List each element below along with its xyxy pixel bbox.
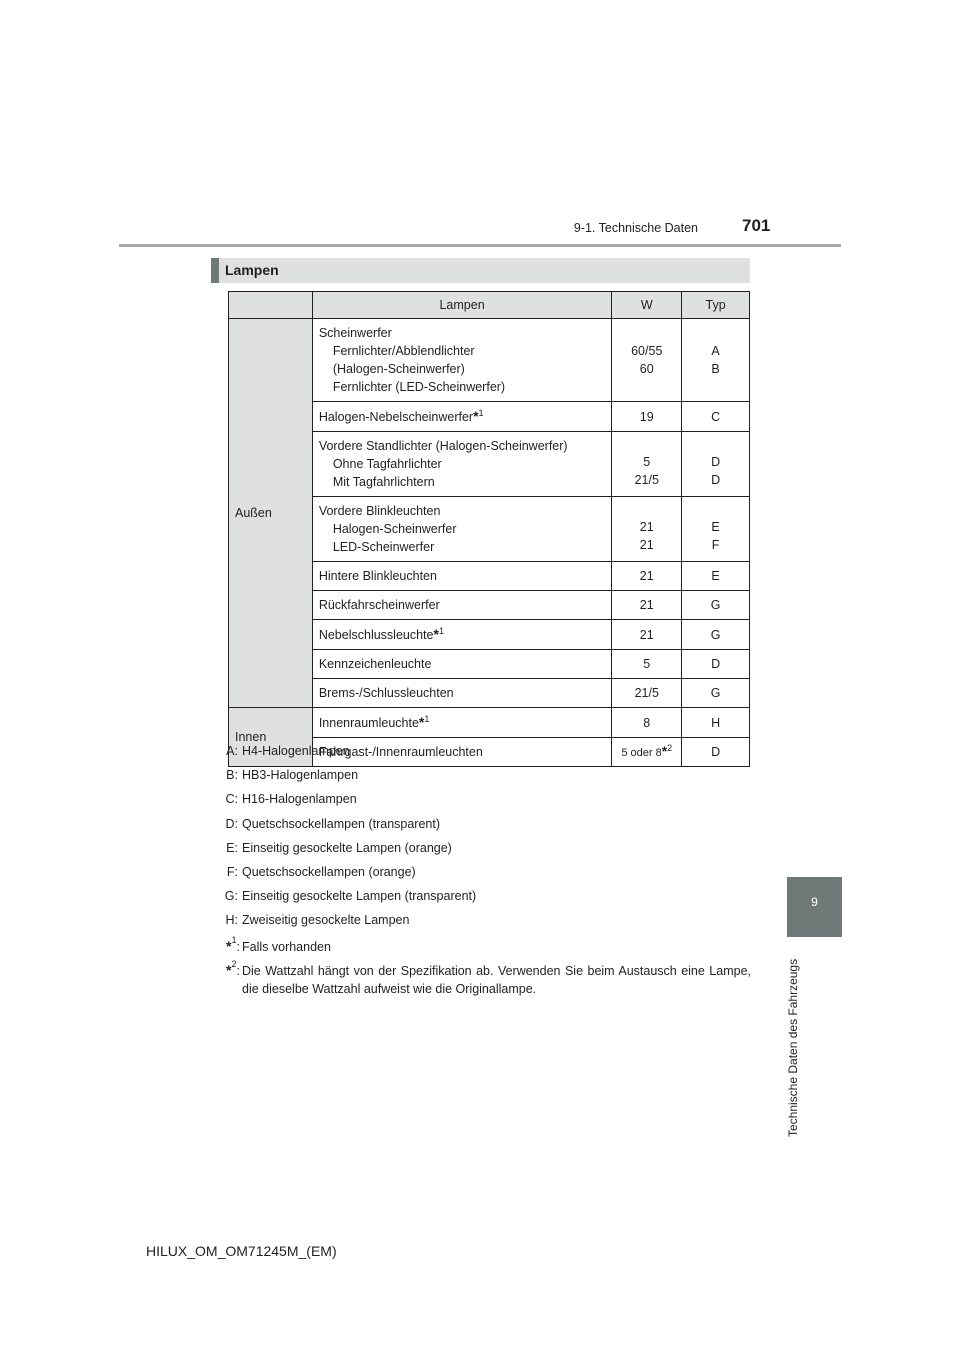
legend-item: G: Einseitig gesockelte Lampen (transparent) (224, 889, 477, 904)
section-title: Lampen (225, 262, 279, 278)
lamp-line: (Halogen-Scheinwerfer) (332, 362, 465, 376)
lamp-line: Halogen-Scheinwerfer (332, 522, 457, 536)
watt-cell: 8 (612, 708, 682, 738)
watt-cell: 21 (612, 562, 682, 591)
type-value: E (711, 520, 720, 534)
header-rule (119, 244, 841, 247)
type-value: D (711, 473, 721, 487)
type-cell: D (682, 738, 750, 767)
footnote-asterisk: * (473, 408, 479, 424)
type-value: D (711, 455, 721, 469)
category-cell-innen: Innen (229, 708, 313, 767)
lamp-line: Fernlichter (LED-Scheinwerfer) (332, 380, 506, 394)
header-section-title: 9-1. Technische Daten (573, 221, 698, 235)
type-cell (682, 497, 750, 562)
chapter-number: 9 (811, 895, 818, 909)
watt-cell (612, 319, 682, 402)
column-header-lampen: Lampen (312, 292, 612, 319)
legend-text: Einseitig gesockelte Lampen (orange) (242, 840, 452, 855)
lamp-cell: Kennzeichenleuchte (312, 650, 612, 679)
type-cell (682, 432, 750, 497)
watt-cell (612, 497, 682, 562)
watt-value: 60 (639, 362, 654, 376)
legend-key: G (224, 889, 235, 904)
legend-and-footnotes (211, 744, 751, 998)
footnote: *$^1$: Falls vorhanden (211, 938, 751, 962)
type-cell: G (682, 620, 750, 650)
legend-text: H16-Halogenlampen (242, 792, 357, 807)
type-cell: D (682, 650, 750, 679)
legend-text: Quetschsockellampen (orange) (242, 864, 416, 879)
legend-key: A (226, 744, 235, 758)
lamp-line: Ohne Tagfahrlichter (332, 457, 442, 471)
legend-item: H: Zweiseitig gesockelte Lampen (225, 913, 410, 928)
lamp-line: LED-Scheinwerfer (332, 540, 435, 554)
table-row (229, 708, 750, 738)
legend-item: C: H16-Halogenlampen (225, 792, 357, 807)
legend-item: B: HB3-Halogenlampen (226, 768, 359, 783)
lamp-line: Vordere Standlichter (Halogen-Scheinwerfer) (318, 439, 568, 453)
footnote-asterisk: * (226, 961, 232, 978)
watt-cell: 21 (612, 591, 682, 620)
page-number: 701 (742, 216, 771, 235)
legend-key: H (225, 913, 235, 928)
lamp-text: Innenraumleuchte (318, 716, 419, 730)
footnote-asterisk: * (433, 626, 439, 642)
footnote: *$^2$: Die Wattzahl hängt von der Spezifikation ab. Verwenden Sie beim Austausch eine Lampe, die dieselbe Wattzahl aufweist wie die Originallampe. (226, 958, 751, 996)
legend-text: Einseitig gesockelte Lampen (transparent) (242, 889, 477, 904)
watt-cell: 21 (612, 620, 682, 650)
watt-cell: 21/5 (612, 679, 682, 708)
legend-item: F: Quetschsockellampen (orange) (226, 864, 416, 879)
legend-item: A: H4-Halogenlampen (226, 744, 350, 758)
legend-item: E: Einseitig gesockelte Lampen (orange) (226, 840, 452, 855)
legend-text: Zweiseitig gesockelte Lampen (242, 913, 410, 928)
watt-cell (612, 432, 682, 497)
footnote-text: Falls vorhanden (242, 939, 331, 954)
watt-value: 5 oder 8 (621, 747, 662, 759)
type-value: B (711, 362, 720, 376)
lamp-cell (312, 319, 612, 402)
watt-value: 21/5 (634, 473, 659, 487)
section-heading (211, 258, 750, 283)
footnote-ref: 1 (478, 408, 484, 418)
type-cell (682, 319, 750, 402)
footnote-asterisk: * (661, 743, 668, 759)
lamp-line: Vordere Blinkleuchten (318, 504, 441, 518)
type-value: F (711, 538, 720, 552)
lamps-table (228, 291, 750, 767)
lamp-text: Halogen-Nebelscheinwerfer (318, 410, 474, 424)
lamp-cell (312, 708, 612, 738)
legend-text: Quetschsockellampen (transparent) (242, 816, 441, 831)
lamp-cell: Brems-/Schlussleuchten (312, 679, 612, 708)
column-header-w: W (612, 292, 682, 319)
table-header-row (229, 292, 750, 319)
lamp-cell (312, 432, 612, 497)
type-cell: C (682, 402, 750, 432)
category-cell-aussen: Außen (229, 319, 313, 708)
lamp-cell: Rückfahrscheinwerfer (312, 591, 612, 620)
lamp-line: Fernlichter/Abblendlichter (332, 344, 475, 358)
type-cell: E (682, 562, 750, 591)
legend-text: HB3-Halogenlampen (242, 768, 359, 783)
footnote-ref: 2 (667, 743, 673, 753)
legend-item: D: Quetschsockellampen (transparent) (225, 816, 441, 831)
watt-value: 21 (639, 538, 654, 552)
chapter-label: Technische Daten des Fahrzeugs (786, 958, 800, 1137)
footer-doc-id: HILUX_OM_OM71245M_(EM) (146, 1243, 337, 1259)
lamp-cell: Hintere Blinkleuchten (312, 562, 612, 591)
column-header-typ: Typ (682, 292, 750, 319)
lamp-cell (312, 497, 612, 562)
footnote-ref: 1 (438, 626, 444, 636)
watt-cell: 5 (612, 650, 682, 679)
table-row (229, 319, 750, 402)
lamp-cell (312, 402, 612, 432)
lamp-cell (312, 620, 612, 650)
type-cell: G (682, 679, 750, 708)
chapter-tab (787, 877, 842, 937)
watt-value: 60/55 (631, 344, 663, 358)
legend-key: C (225, 792, 235, 807)
legend-key: B (226, 768, 235, 783)
legend-text: H4-Halogenlampen (242, 744, 350, 758)
lamp-text: Nebelschlussleuchte (318, 628, 434, 642)
type-value: A (711, 344, 720, 358)
lamp-line: Scheinwerfer (318, 326, 392, 340)
legend-key: D (225, 816, 235, 831)
footnote-ref: 1 (424, 714, 430, 724)
watt-value: 5 (643, 455, 651, 469)
type-cell: H (682, 708, 750, 738)
type-cell: G (682, 591, 750, 620)
lamp-cell: Fahrgast-/Innenraumleuchten (312, 738, 612, 767)
lamp-line: Mit Tagfahrlichtern (332, 475, 435, 489)
section-heading-bar (211, 258, 219, 283)
footnote-text: Die Wattzahl hängt von der Spezifikation ab. Verwenden Sie beim Austausch eine Lampe, die dieselbe Wattzahl aufweist wie die Originallampe. (242, 963, 751, 996)
footnote-number: 1 (231, 934, 237, 945)
watt-cell: 19 (612, 402, 682, 432)
legend-key: E (226, 840, 235, 855)
chapter-label-container (786, 942, 806, 1142)
watt-value: 21 (639, 520, 654, 534)
footnote-asterisk: * (226, 937, 232, 954)
column-header-category (229, 292, 313, 319)
footnote-number: 2 (231, 958, 237, 969)
legend-key: F (226, 864, 235, 879)
footnote-asterisk: * (418, 714, 425, 730)
